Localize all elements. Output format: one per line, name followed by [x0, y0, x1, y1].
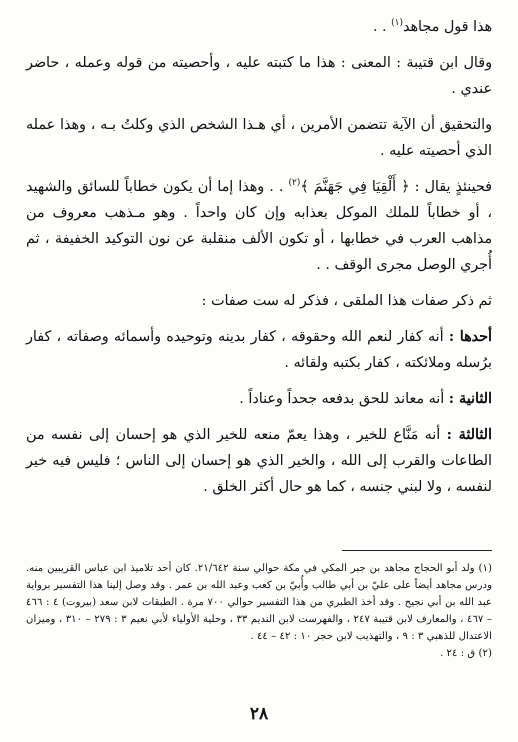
quran-quote: فحينئذٍ يقال : ﴿ أَلْقِيَا فِي جَهَنَّمَ ﴾	[300, 179, 492, 195]
attribute-label: الثالثة :	[446, 427, 492, 443]
attribute-text: أنه كفار لنعم الله وحقوقه ، كفار بدينه وتوحيده وأسمائه وصفاته ، كفار برُسله وملائكته ، كفار بكتبه ولقائه .	[26, 329, 492, 371]
footnote-2: (٢) ق : ٢٤ .	[440, 648, 492, 659]
paragraph-1	[26, 14, 492, 40]
attribute-text: أنه معاند للحق بدفعه جحداً وعناداً .	[239, 391, 449, 407]
footnote-1: (١) ولد أبو الحجاج مجاهد بن جبر المكي في مكة حوالي سنة ٢١/٦٤٢. كان أحد تلاميذ ابن عباس القريبين منه. ودرس مجاهد أيضاً على عليّ بن أبي طالب وأُبيّ بن كعب وعبد الله بن عمر . وقد وصل إلينا هذا التفسير برواية عبد الله بن أبي نجيح . وقد أخذ الطبري من هذا التفسير حوالي ٧٠٠ مرة . الطبقات لابن سعد (بيروت) ٤ : ٤٦٦ – ٤٦٧ ، والمعارف لابن قتيبة ٢٤٧ ، والفهرست لابن النديم ٣٣ ، وحلية الأولياء لأبي نعيم ٣ : ٢٧٩ – ٣١٠ ، وميزان الاعتدال للذهبي ٣ : ٩ ، والتهذيب لابن حجر ١٠ : ٤٢ – ٤٤ .	[26, 563, 492, 642]
attribute-text: أنه مَنَّاع للخير ، وهذا يعمّ منعه للخير الذي هو إحسان إلى نفسه من الطاعات والقرب إلى الله ، والخير الذي هو إحسان إلى الناس ؛ فليس فيه خير لنفسه ، ولا لبني جنسه ، كما هو حال أكثر الخلق .	[26, 427, 492, 495]
paragraph-6	[26, 324, 492, 376]
page-number: ٢٨	[249, 704, 269, 724]
footnote-divider	[342, 550, 492, 551]
footnote-ref-1[interactable]: (١)	[391, 18, 403, 29]
footnote-ref-2[interactable]: (٢)	[288, 178, 301, 189]
footnotes	[26, 560, 492, 662]
paragraph-7	[26, 386, 492, 412]
attribute-label: أحدها :	[448, 329, 492, 345]
paragraph-text: . . وهذا إما أن يكون خطاباً للسائق والشهيد ، أو خطاباً للملك الموكل بعذابه وإن كان واحداً . وهو مـذهب معروف من مذاهب العرب في خطابها ، أو تكون الألف منقلبة عن نون التوكيد الخفيفة ، ثم أُجري الوصل مجرى الوقف . .	[26, 179, 492, 273]
paragraph-text-end: . .	[372, 19, 392, 35]
attribute-label: الثانية :	[448, 391, 492, 407]
paragraph-4	[26, 174, 492, 278]
paragraph-3: والتحقيق أن الآية تتضمن الأمرين ، أي هـذا الشخص الذي وكلتُ بـه ، وهذا عمله الذي أحصيته عليه .	[26, 117, 492, 159]
main-text	[26, 14, 492, 500]
paragraph-5: ثم ذكر صفات هذا الملقى ، فذكر له ست صفات :	[201, 293, 492, 309]
book-page	[26, 14, 492, 742]
paragraph-text: هذا قول مجاهد	[403, 19, 492, 35]
paragraph-8	[26, 422, 492, 500]
paragraph-2: وقال ابن قتيبة : المعنى : هذا ما كتبته عليه ، وأحصيته من قوله وعمله ، حاضر عندي .	[26, 55, 492, 97]
